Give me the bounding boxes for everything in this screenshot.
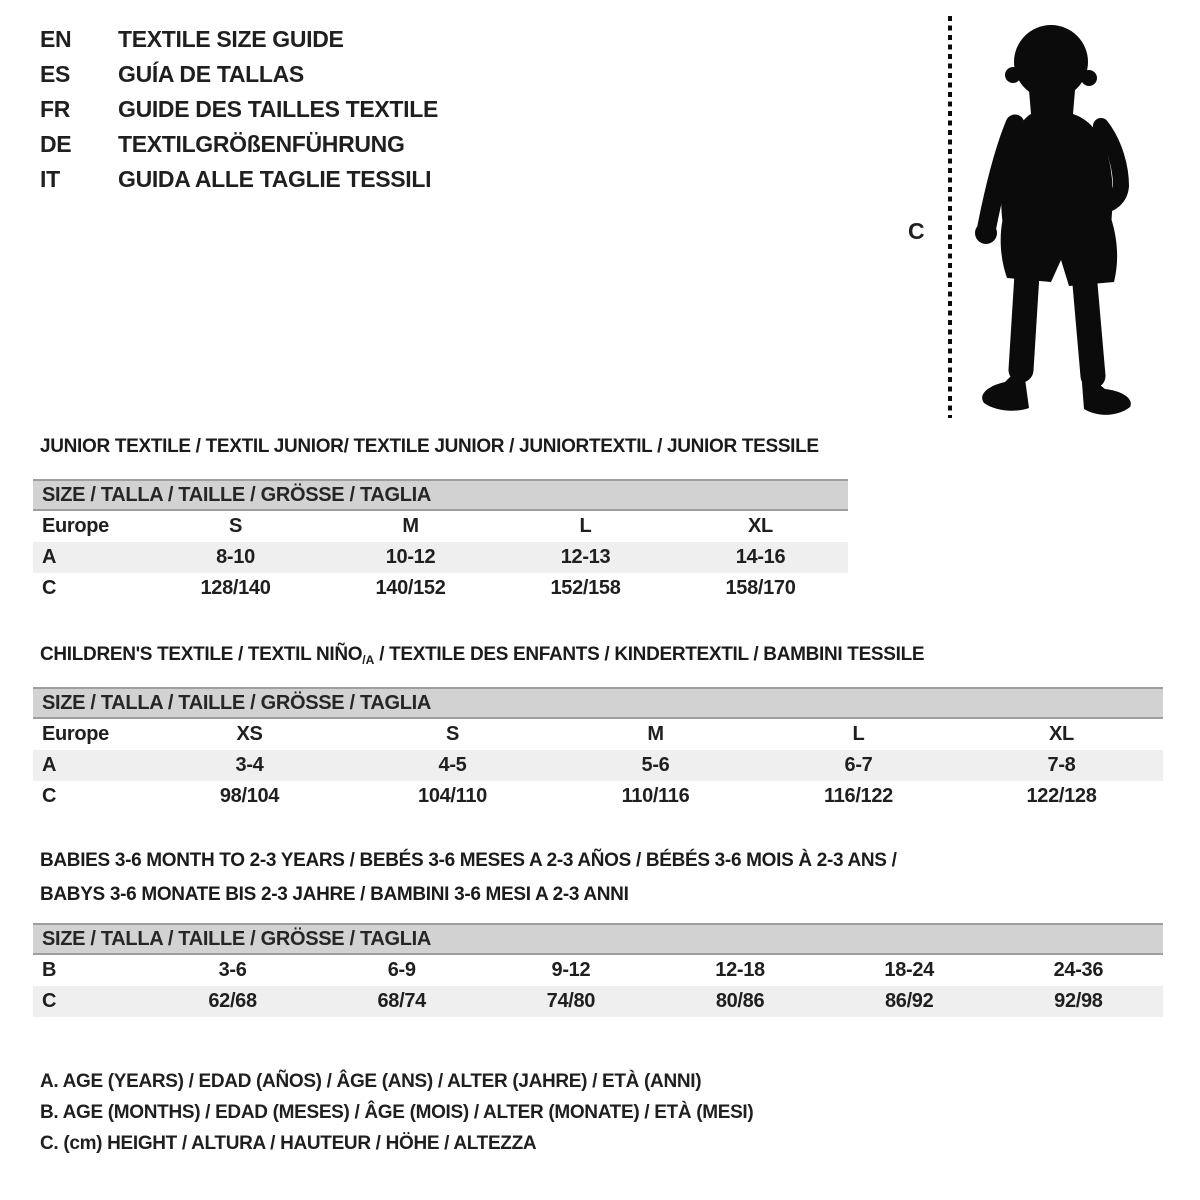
table-cell: XL [1049,723,1074,745]
table-cell: 116/122 [824,785,893,807]
row-label: C [42,577,57,599]
row-label: A [42,546,57,568]
table-cell: 110/116 [621,785,690,807]
table-row-europe [33,511,848,542]
children-table [33,719,1163,812]
table-cell: 9-12 [551,959,591,981]
table-cell: 10-12 [385,546,436,568]
row-label: Europe [42,723,109,745]
lang-label: GUIDE DES TAILLES TEXTILE [118,96,438,122]
table-cell: 4-5 [438,754,467,776]
table-row-age [33,542,848,573]
babies-title-line1: BABIES 3-6 MONTH TO 2-3 YEARS / BEBÉS 3-6 MESES A 2-3 AÑOS / BÉBÉS 3-6 MOIS À 2-3 ANS / [40,850,897,871]
table-cell: 74/80 [546,990,596,1012]
children-size-table [33,687,1163,812]
lang-row-es [40,57,438,92]
table-cell: 7-8 [1047,754,1076,776]
table-cell: 3-4 [235,754,264,776]
table-cell: 152/158 [550,577,621,599]
table-cell: 158/170 [725,577,796,599]
table-cell: 80/86 [715,990,765,1012]
height-measure-line [948,16,952,418]
table-cell: M [647,723,664,745]
junior-size-table [33,479,848,604]
table-row-height [33,986,1163,1017]
table-cell: XL [748,515,773,537]
language-title-block [40,22,438,197]
table-cell: 6-7 [844,754,873,776]
table-cell: 92/98 [1054,990,1103,1012]
table-row-age [33,750,1163,781]
lang-code: DE [40,131,72,157]
table-cell: 12-18 [715,959,765,981]
lang-row-de [40,127,438,162]
toddler-silhouette-icon [963,18,1140,418]
lang-row-en [40,22,438,57]
section-title-junior: JUNIOR TEXTILE / TEXTIL JUNIOR/ TEXTILE JUNIOR / JUNIORTEXTIL / JUNIOR TESSILE [40,436,819,457]
legend-line-b: B. AGE (MONTHS) / EDAD (MESES) / ÂGE (MOIS) / ALTER (MONATE) / ETÀ (MESI) [40,1102,754,1123]
table-cell: XS [236,723,263,745]
title-subscript: /A [362,653,375,667]
section-title-babies [40,844,897,912]
table-cell: S [445,723,460,745]
lang-row-fr [40,92,438,127]
row-label: Europe [42,515,109,537]
table-row-europe [33,719,1163,750]
lang-label: GUIDA ALLE TAGLIE TESSILI [118,166,432,192]
table-cell: 140/152 [375,577,446,599]
table-cell: 18-24 [884,959,934,981]
table-cell: M [402,515,419,537]
table-cell: 12-13 [560,546,611,568]
table-cell: 14-16 [735,546,786,568]
table-cell: S [228,515,243,537]
row-label: C [42,785,57,807]
table-cell: 62/68 [208,990,257,1012]
row-label: C [42,990,57,1012]
babies-size-table [33,923,1163,1017]
table-cell: 24-36 [1053,959,1104,981]
section-title-children [40,644,924,667]
lang-code: EN [40,26,72,52]
table-cell: 8-10 [216,546,255,568]
table-cell: L [579,515,592,537]
table-cell: 6-9 [387,959,416,981]
junior-table [33,511,848,604]
legend-block [40,1066,753,1159]
table-cell: 98/104 [219,785,280,807]
table-cell: 5-6 [641,754,670,776]
size-header-bar: SIZE / TALLA / TAILLE / GRÖSSE / TAGLIA [33,479,848,511]
table-cell: 122/128 [1026,785,1097,807]
lang-row-it [40,162,438,197]
table-cell: 86/92 [884,990,934,1012]
legend-line-a: A. AGE (YEARS) / EDAD (AÑOS) / ÂGE (ANS) / ALTER (JAHRE) / ETÀ (ANNI) [40,1071,702,1092]
title-text: / TEXTILE DES ENFANTS / KINDERTEXTIL / BAMBINI TESSILE [374,644,925,665]
table-cell: 68/74 [377,990,426,1012]
table-cell: L [852,723,865,745]
table-cell: 104/110 [418,785,487,807]
table-row-height [33,781,1163,812]
height-measure-label: C [908,218,925,244]
size-header-bar: SIZE / TALLA / TAILLE / GRÖSSE / TAGLIA [33,687,1163,719]
lang-code: IT [40,166,60,192]
size-header-bar: SIZE / TALLA / TAILLE / GRÖSSE / TAGLIA [33,923,1163,955]
babies-table [33,955,1163,1017]
table-cell: 128/140 [200,577,271,599]
row-label: A [42,754,57,776]
title-text: CHILDREN'S TEXTILE / TEXTIL NIÑO [40,644,363,665]
lang-label: TEXTILGRÖßENFÜHRUNG [118,131,405,157]
babies-title-line2: BABYS 3-6 MONATE BIS 2-3 JAHRE / BAMBINI 3-6 MESI A 2-3 ANNI [40,884,629,905]
lang-label: TEXTILE SIZE GUIDE [118,26,344,52]
lang-label: GUÍA DE TALLAS [118,61,304,87]
lang-code: ES [40,61,71,87]
table-row-months [33,955,1163,986]
table-row-height [33,573,848,604]
table-cell: 3-6 [218,959,247,981]
lang-code: FR [40,96,71,122]
row-label: B [42,959,57,981]
legend-line-c: C. (cm) HEIGHT / ALTURA / HAUTEUR / HÖHE / ALTEZZA [40,1133,537,1154]
